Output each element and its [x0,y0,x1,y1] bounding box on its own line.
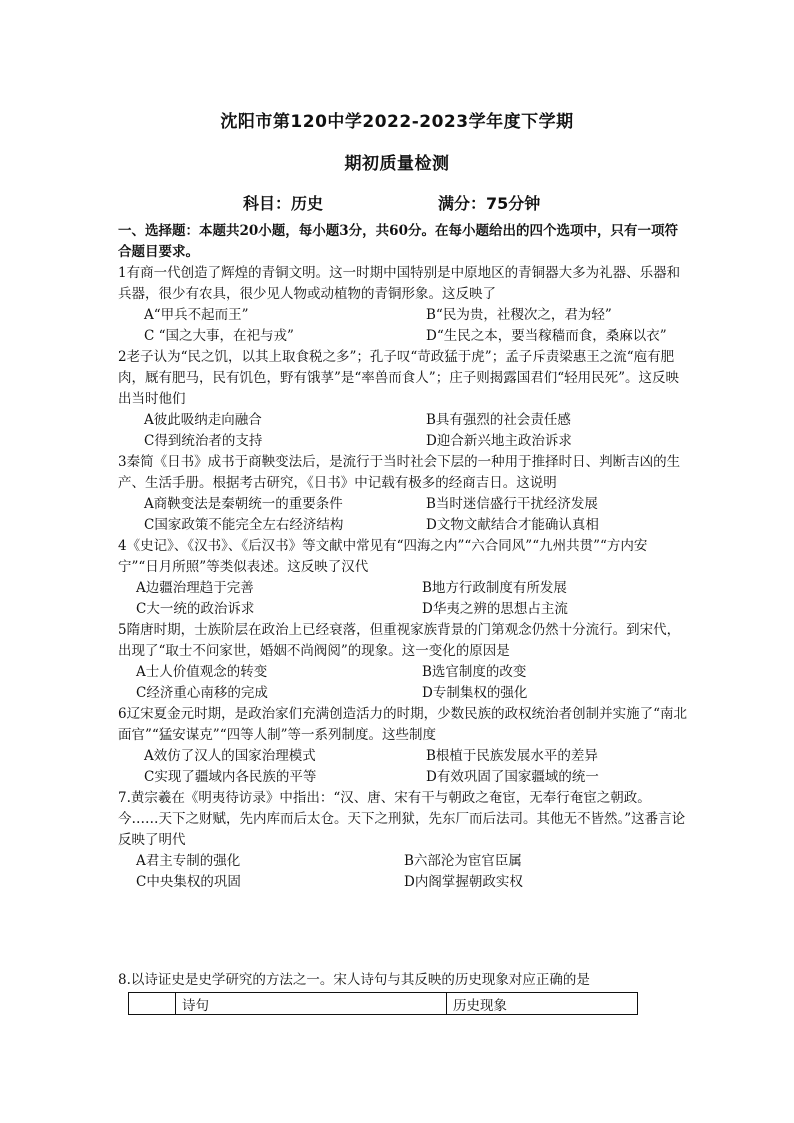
table-header-cell: 诗句 [176,993,447,1015]
option-b: B地方行政制度有所发展 [422,580,567,596]
option-b: B六部沦为宦官臣属 [404,853,522,869]
option-row [118,410,688,431]
exam-meta [0,191,794,213]
option-c: C国家政策不能完全左右经济结构 [144,517,344,533]
option-d: D内阁掌握朝政实权 [404,874,523,890]
exam-title: 沈阳市第120中学2022-2023学年度下学期 [220,112,574,132]
option-a: A“甲兵不起而王” [144,307,249,323]
option-row [118,746,688,767]
section-heading: 一、选择题：本题共20小题，每小题3分，共60分。在每小题给出的四个选项中，只有一项符合题目要求。 [118,223,678,260]
question-stem: 5隋唐时期，士族阶层在政治上已经衰落，但重视家族背景的门第观念仍然十分流行。到宋代，出现了“取士不问家世，婚姻不尚阀阅”的现象。这一变化的原因是 [118,622,681,659]
question-stem: 6辽宋夏金元时期，是政治家们充满创造活力的时期，少数民族的政权统治者创制并实施了“南北面官”“猛安谋克”“四等人制”等一系列制度。这些制度 [118,706,687,743]
option-row [118,599,688,620]
option-d: D迎合新兴地主政治诉求 [426,433,572,449]
question-stem: 4《史记》、《汉书》、《后汉书》等文献中常见有“四海之内”“六合同风”“九州共贯”“方内安宁”“日月所照”等类似表述。这反映了汉代 [118,538,648,575]
option-b: B选官制度的改变 [422,664,527,680]
question-stem: 3秦简《日书》成书于商鞅变法后，是流行于当时社会下层的一种用于推择时日、判断吉凶的生产、生活手册。根据考古研究，《日书》中记载有极多的经商吉日。这说明 [118,454,681,491]
option-row [118,326,688,347]
question-stem: 8.以诗证史是史学研究的方法之一。宋人诗句与其反映的历史现象对应正确的是 [118,972,590,988]
option-c: C “国之大事，在祀与戎” [144,328,294,344]
questions-body [118,221,688,893]
option-row [118,662,688,683]
option-b: B具有强烈的社会责任感 [426,412,571,428]
option-c: C经济重心南移的完成 [136,685,268,701]
option-d: D有效巩固了国家疆域的统一 [426,769,599,785]
question-stem: 1有商一代创造了辉煌的青铜文明。这一时期中国特别是中原地区的青铜器大多为礼器、乐器和兵器，很少有农具，很少见人物或动植物的青铜形象。这反映了 [118,265,681,302]
score-label: 满分：75分钟 [438,194,541,213]
option-d: D“生民之本，要当稼穑而食，桑麻以衣” [426,328,667,344]
question-8-table [128,992,638,1015]
option-row [118,851,688,872]
option-a: A君主专制的强化 [136,853,241,869]
option-d: D华夷之辨的思想占主流 [422,601,568,617]
option-a: A效仿了汉人的国家治理模式 [144,748,316,764]
table-header-cell [129,993,176,1015]
option-b: B当时迷信盛行干扰经济发展 [426,496,598,512]
option-row [118,305,688,326]
option-c: C中央集权的巩固 [136,874,241,890]
option-c: C大一统的政治诉求 [136,601,255,617]
option-b: B“民为贵，社稷次之，君为轻” [426,307,612,323]
option-row [118,431,688,452]
option-a: A彼此吸纳走向融合 [144,412,262,428]
table-header-cell: 历史现象 [447,993,638,1015]
option-b: B根植于民族发展水平的差异 [426,748,598,764]
option-c: C实现了疆域内各民族的平等 [144,769,317,785]
option-a: A商鞅变法是秦朝统一的重要条件 [144,496,343,512]
table-header-row [129,993,638,1015]
option-row [118,767,688,788]
option-row [118,515,688,536]
option-row [118,683,688,704]
option-a: A边疆治理趋于完善 [136,580,254,596]
question-stem: 2老子认为“民之饥，以其上取食税之多”；孔子叹“苛政猛于虎”；孟子斥责梁惠王之流“庖有肥肉，厩有肥马，民有饥色，野有饿莩”是“率兽而食人”；庄子则揭露国君们“轻用民死”。这反映出当时他们 [118,349,680,407]
option-row [118,578,688,599]
option-row [118,494,688,515]
exam-subtitle: 期初质量检测 [344,154,450,174]
option-c: C得到统治者的支持 [144,433,263,449]
question-stem: 7.黄宗羲在《明夷待访录》中指出：“汉、唐、宋有干与朝政之奄宦，无奉行奄宦之朝政。今……天下之财赋，先内库而后太仓。天下之刑狱，先东厂而后法司。其他无不皆然。”这番言论反映了明代 [118,790,686,848]
option-row [118,872,688,893]
option-a: A士人价值观念的转变 [136,664,268,680]
option-d: D专制集权的强化 [422,685,528,701]
option-d: D文物文献结合才能确认真相 [426,517,599,533]
subject-label: 科目：历史 [243,194,324,213]
